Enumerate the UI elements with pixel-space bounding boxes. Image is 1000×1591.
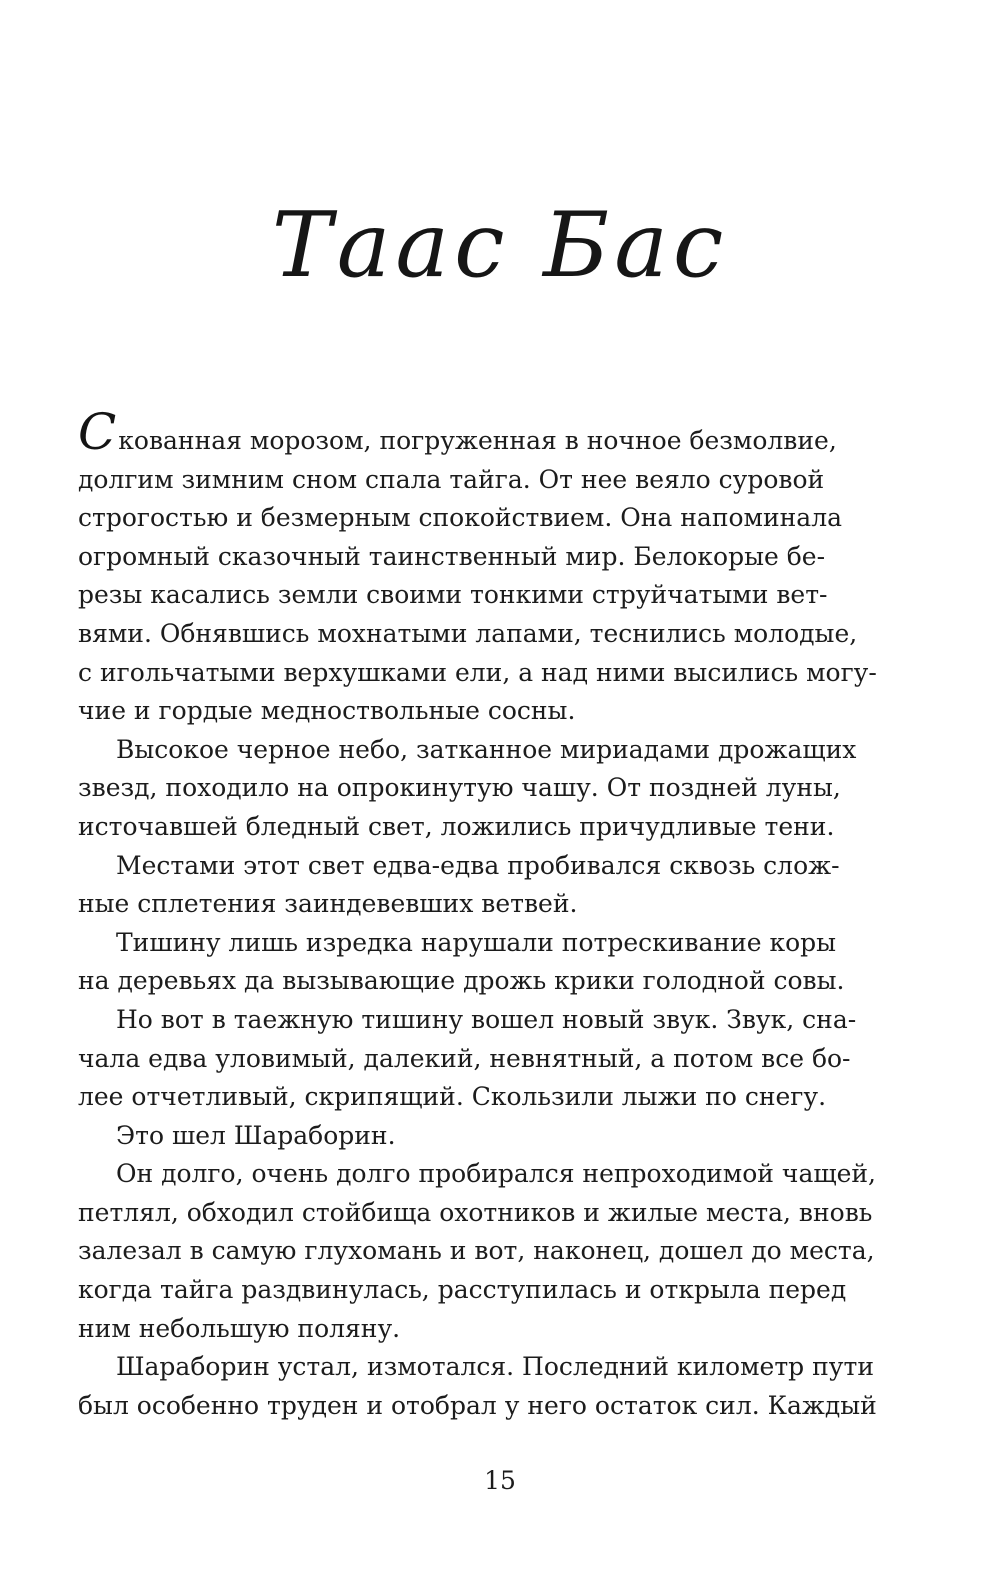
page-number: 15 (484, 1466, 516, 1495)
chapter-body (78, 403, 882, 1425)
drop-cap-initial: С (78, 403, 117, 461)
paragraph-4: Тишину лишь изредка нарушали потрескивание коры на деревьях да вызывающие дрожь крики голодной совы. (78, 927, 845, 996)
paragraph-7: Он долго, очень долго пробирался непроходимой чащей, петлял, обходил стойбища охотников и жилые места, вновь залезал в самую глухомань и вот, наконец, дошел до места, когда тайга раздвинулась, расступилась и открыла перед ним небольшую поляну. (78, 1159, 876, 1343)
paragraph-5: Но вот в таежную тишину вошел новый звук. Звук, сна- чала едва уловимый, далекий, невнятный, а потом все бо- лее отчетливый, скрипящий. Скользили лыжи по снегу. (78, 1004, 857, 1112)
chapter-title: Таас Бас (271, 193, 729, 298)
paragraph-3: Местами этот свет едва-едва пробивался сквозь слож- ные сплетения заиндевевших ветвей. (78, 850, 840, 919)
paragraph-6: Это шел Шараборин. (116, 1120, 396, 1150)
paragraph-2: Высокое черное небо, затканное мириадами дрожащих звезд, походило на опрокинутую чашу. От поздней луны, источавшей бледный свет, ложились причудливые тени. (78, 734, 857, 841)
paragraph-1-text: кованная морозом, погруженная в ночное безмолвие, долгим зимним сном спала тайга. От нее веяло суровой строгостью и безмерным спокойствием. Она напоминала огромный сказочный таинственный мир. Белокорые бе- резы касались земли своими тонкими струйчатыми вет- вями. Обнявшись мохнатыми лапами, теснились молодые, с игольчатыми верхушками ели, а над ними высились могу- чие и гордые медноствольные сосны. (78, 426, 877, 726)
paragraph-1 (78, 403, 882, 731)
paragraph-8: Шараборин устал, измотался. Последний километр пути был особенно труден и отобрал у него остаток сил. Каждый (78, 1352, 877, 1420)
